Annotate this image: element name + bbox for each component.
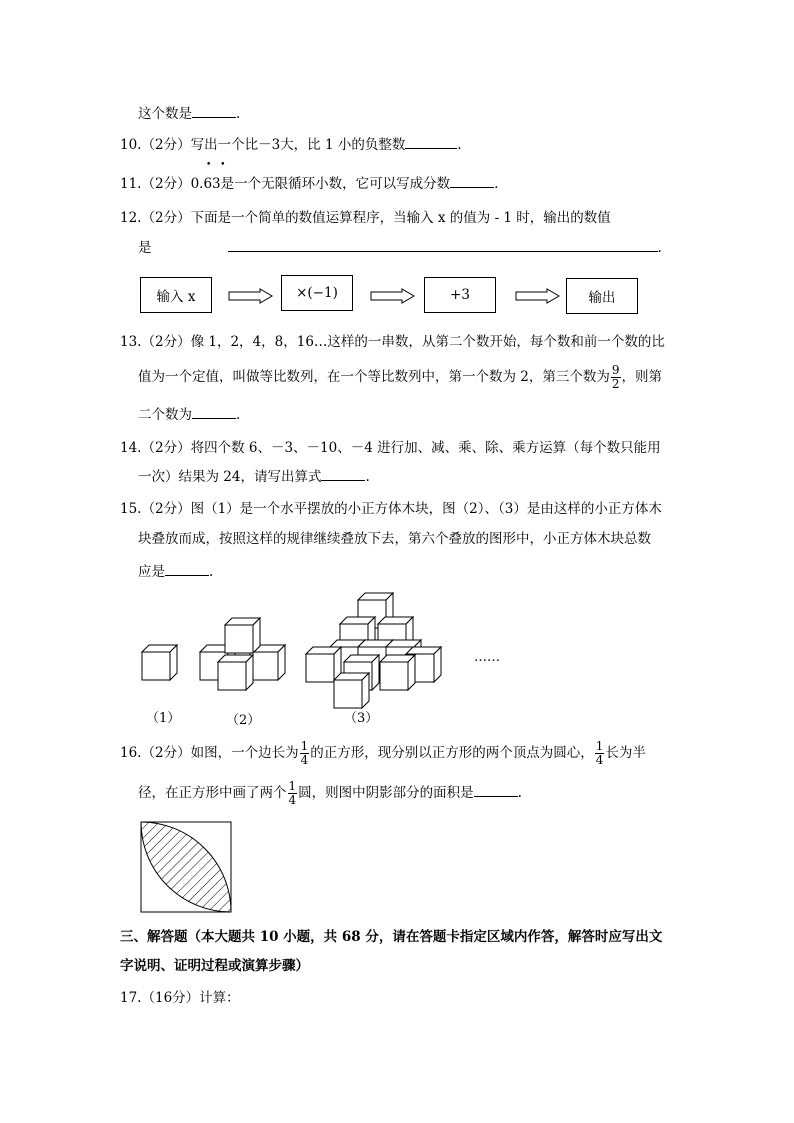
question-13-line2: 值为一个定值，叫做等比数列，在一个等比数列中，第一个数为 2，第三个数为 $\frac{9}{2}$ ，则第 bbox=[138, 363, 663, 391]
question-11: 11.（2分）0.63是一个无限循环小数，它可以写成分数 . bbox=[120, 173, 498, 194]
flow-arrow-icon bbox=[370, 288, 416, 304]
flow-add-box: +3 bbox=[424, 277, 496, 313]
shaded-square-figure bbox=[140, 821, 232, 913]
answer-blank[interactable] bbox=[405, 134, 457, 149]
cube-stacking-figures bbox=[130, 585, 460, 710]
question-15-line3: 应是 . bbox=[138, 561, 213, 582]
flow-arrow-icon bbox=[515, 288, 561, 304]
question-10: 10.（2分）写出一个比－3大，比 1 小的负整数 . bbox=[120, 134, 462, 155]
fraction: $\frac{1}{4}$ bbox=[300, 739, 309, 767]
question-14: 14.（2分）将四个数 6、－3、－10、－4 进行加、减、乘、除、乘方运算（每个数只能用 bbox=[120, 440, 661, 456]
answer-blank[interactable] bbox=[165, 561, 209, 576]
answer-blank[interactable] bbox=[192, 404, 236, 419]
question-14-line2: 一次）结果为 24，请写出算式 . bbox=[138, 466, 370, 487]
answer-blank[interactable] bbox=[450, 173, 494, 188]
figure-caption-1: （1） bbox=[146, 711, 181, 726]
question-16-line2: 径，在正方形中画了两个 $\frac{1}{4}$ 圆，则图中阴影部分的面积是 . bbox=[138, 779, 522, 807]
answer-blank[interactable] bbox=[474, 782, 518, 797]
answer-blank[interactable] bbox=[321, 466, 365, 481]
q9-tail: 这个数是 . bbox=[138, 103, 240, 124]
question-15-line2: 块叠放而成，按照这样的规律继续叠放下去，第六个叠放的图形中，小正方体木块总数 bbox=[138, 531, 651, 547]
figure-caption-3: （3） bbox=[344, 711, 379, 726]
fraction: $\frac{1}{4}$ bbox=[595, 739, 604, 767]
question-16: 16.（2分）如图，一个边长为 $\frac{1}{4}$ 的正方形，现分别以正方形的两个顶点为圆心， $\frac{1}{4}$ 长为半 bbox=[120, 739, 646, 767]
flow-input-box: 输入 x bbox=[140, 277, 212, 313]
flow-output-box: 输出 bbox=[566, 278, 638, 314]
repeating-dots: • • bbox=[206, 160, 229, 170]
section-3-heading: 三、解答题（本大题共 10 小题，共 68 分，请在答题卡指定区域内作答，解答时应写出文 bbox=[120, 929, 663, 945]
figure-caption-2: （2） bbox=[226, 713, 261, 728]
question-17: 17.（16分）计算： bbox=[120, 990, 240, 1006]
ellipsis: …… bbox=[474, 650, 500, 665]
question-15: 15.（2分）图（1）是一个水平摆放的小正方体木块，图（2）、（3）是由这样的小正方体木 bbox=[120, 501, 662, 517]
fraction: $\frac{1}{4}$ bbox=[288, 779, 297, 807]
flow-arrow-icon bbox=[228, 288, 274, 304]
flow-multiply-box: ×(−1) bbox=[281, 275, 353, 311]
question-13-line3: 二个数为 . bbox=[138, 404, 240, 425]
question-12-line2: 是 . bbox=[138, 237, 668, 258]
question-13: 13.（2分）像 1，2，4，8，16…这样的一串数，从第二个数开始，每个数和前一个数的比 bbox=[120, 334, 665, 350]
fraction: $\frac{9}{2}$ bbox=[611, 363, 620, 391]
answer-blank[interactable] bbox=[228, 237, 658, 252]
answer-blank[interactable] bbox=[192, 103, 236, 118]
question-12: 12.（2分）下面是一个简单的数值运算程序，当输入 x 的值为 - 1 时，输出的数值 bbox=[120, 210, 611, 226]
section-3-heading-line2: 字说明、证明过程或演算步骤） bbox=[120, 958, 309, 974]
